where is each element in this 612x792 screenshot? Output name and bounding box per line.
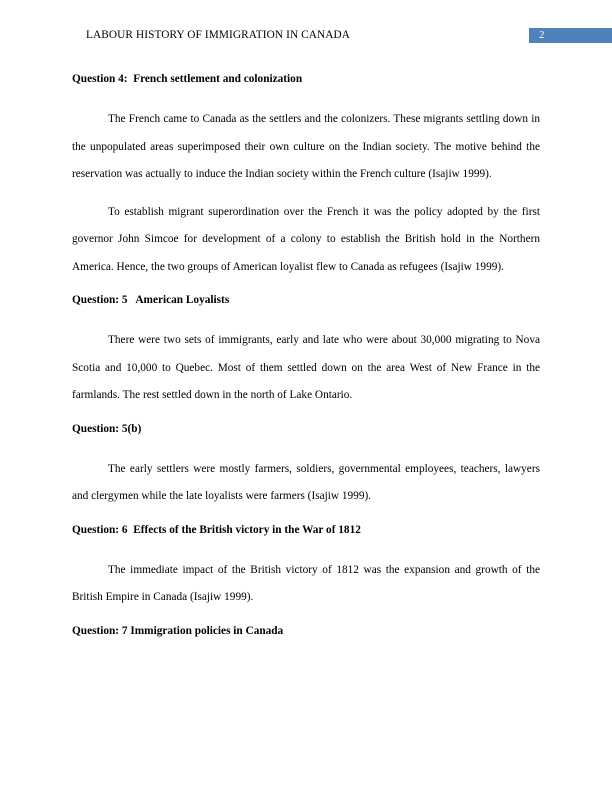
paragraph-q5-1: There were two sets of immigrants, early and late who were about 30,000 migrating to Nova Scotia and 10,000 to Quebec. Most of them settled down on the area West of New France in the farmlands. The rest settled down in the north of Lake Ontario. xyxy=(72,334,540,401)
page-number: 2 xyxy=(539,29,545,41)
section-heading-q5b: Question: 5(b) xyxy=(72,422,142,435)
running-head: LABOUR HISTORY OF IMMIGRATION IN CANADA xyxy=(86,29,351,41)
section-heading-q7: Question: 7 Immigration policies in Canada xyxy=(72,624,284,637)
section-heading-q6: Question: 6 Effects of the British victory in the War of 1812 xyxy=(72,523,361,536)
document-body xyxy=(72,71,540,639)
section-heading-q5: Question: 5 American Loyalists xyxy=(72,294,230,306)
page-number-badge xyxy=(529,28,612,43)
paragraph-q4-2: To establish migrant superordination over the French it was the policy adopted by the first governor John Simcoe for development of a colony to establish the British hold in the Northern America. Hence, the two groups of American loyalist flew to Canada as refugees (Isajiw 1999). xyxy=(72,205,540,273)
paragraph-q4-1: The French came to Canada as the settlers and the colonizers. These migrants settling down in the unpopulated areas superimposed their own culture on the Indian society. The motive behind the reservation was actually to induce the Indian society within the French culture (Isajiw 1999). xyxy=(72,113,540,180)
paragraph-q5b-1: The early settlers were mostly farmers, soldiers, governmental employees, teachers, lawyers and clergymen while the late loyalists were farmers (Isajiw 1999). xyxy=(72,462,540,502)
paragraph-q6-1: The immediate impact of the British victory of 1812 was the expansion and growth of the British Empire in Canada (Isajiw 1999). xyxy=(72,563,540,603)
section-heading-q4: Question 4: French settlement and colonization xyxy=(72,73,303,85)
